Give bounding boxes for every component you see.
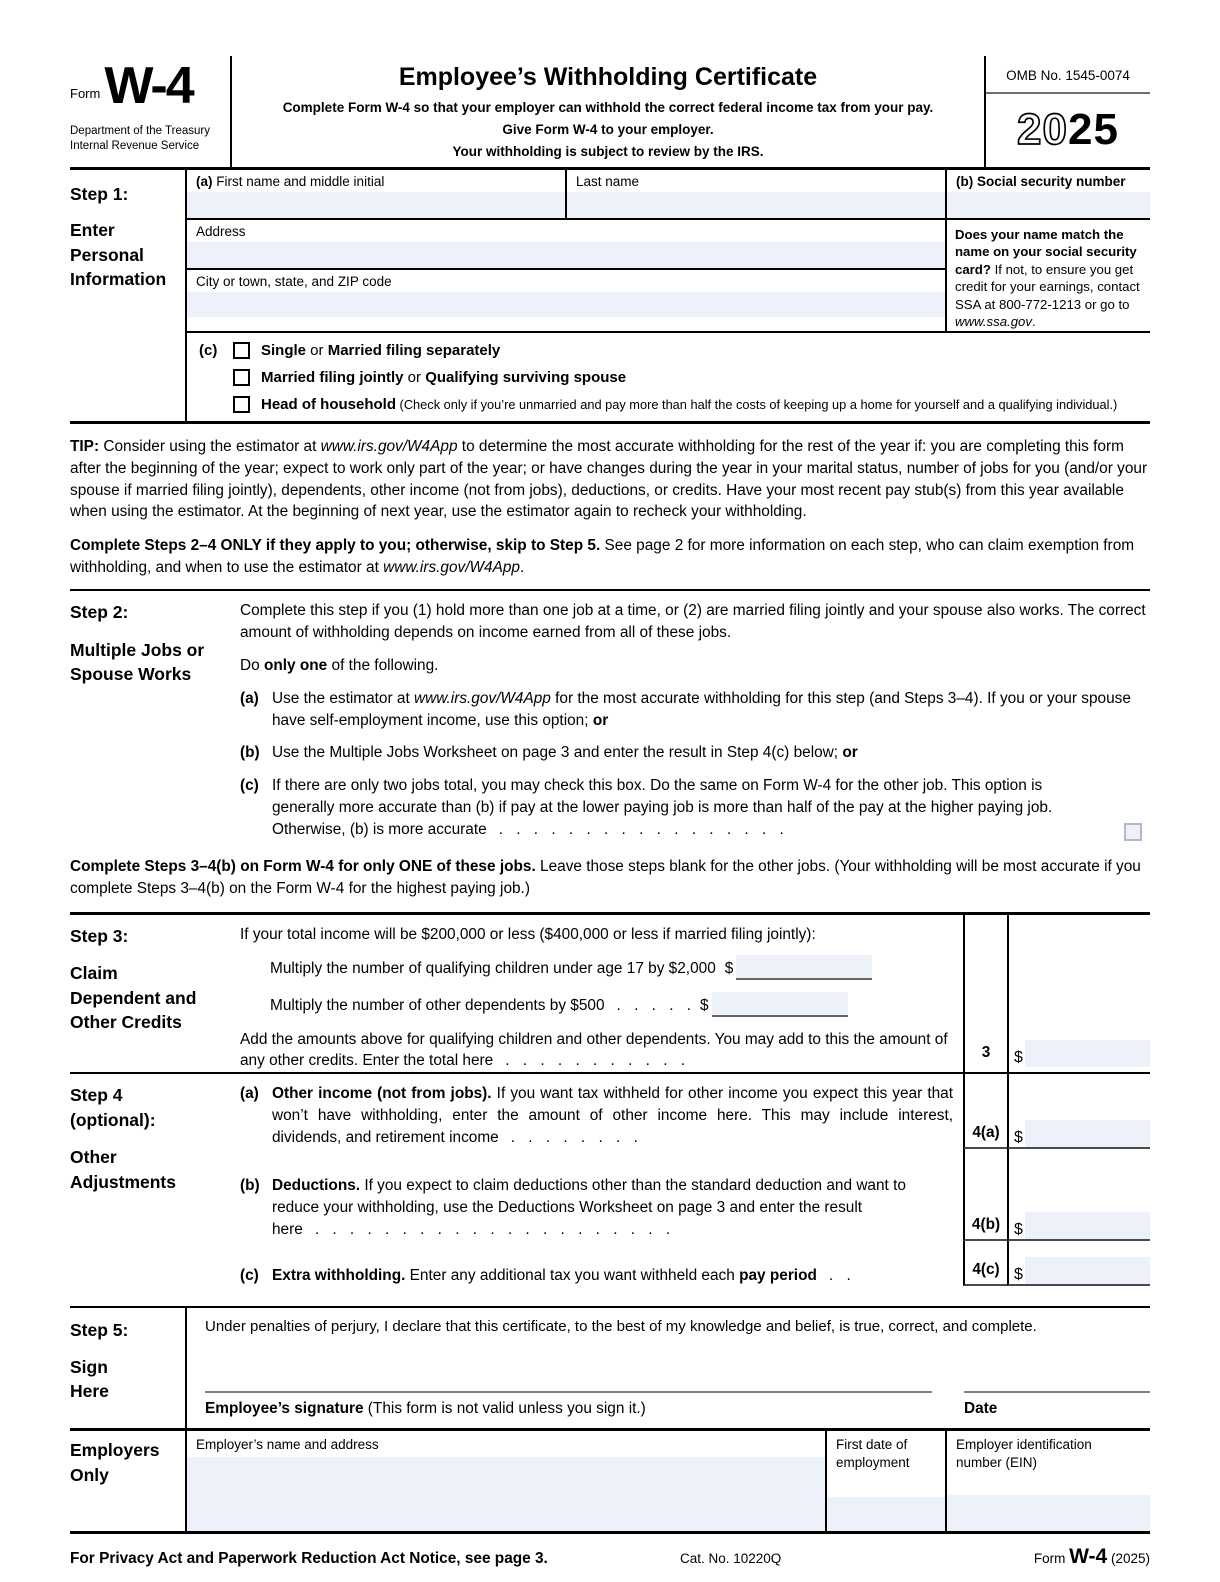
step5-section <box>70 1306 1150 1428</box>
signature-label-rest: (This form is not valid unless you sign it.) <box>363 1400 646 1418</box>
step3-total-text <box>240 1029 953 1073</box>
subtitle-3: Your withholding is subject to review by the IRS. <box>452 143 764 159</box>
step2-label <box>70 600 240 852</box>
step4a-dots: . . . . . . . . <box>510 1129 638 1147</box>
catalog-number: Cat. No. 10220Q <box>680 1551 782 1567</box>
c24-url: www.irs.gov/W4App <box>383 559 520 577</box>
ssn-note-bold: Does your name match the name on your social security card? <box>955 226 1137 277</box>
step4c-dollar-sign: $ <box>1014 1266 1023 1284</box>
first-date-employment-input[interactable] <box>827 1497 945 1531</box>
c34-rest: Leave those steps blank for the other jobs. (Your withholding will be most accurate if you complete Steps 3–4(b) on the Form W-4 for the highest paying job.) <box>70 857 1141 897</box>
ssn-note <box>947 220 1150 331</box>
step2-b-p1: Use the Multiple Jobs Worksheet on page 3 and enter the result in Step 4(c) below; <box>272 744 843 762</box>
complete-steps-3-4b-paragraph <box>70 852 1150 912</box>
single-bold2: Married filing separately <box>327 341 501 359</box>
last-name-input[interactable] <box>567 192 945 218</box>
form-number: W-4 <box>104 57 193 115</box>
step2-b-text <box>272 742 1150 764</box>
employee-signature-area[interactable] <box>205 1391 932 1428</box>
step4a-text-wrap <box>240 1074 963 1149</box>
address-input[interactable] <box>187 242 945 268</box>
step5-subtitle: Sign Here <box>70 1356 109 1402</box>
step5-title: Step 5: <box>70 1320 129 1341</box>
step2-item-c <box>240 775 1150 841</box>
form-title-block <box>230 56 986 167</box>
employers-only-section <box>70 1428 1150 1534</box>
tip-url: www.irs.gov/W4App <box>320 437 458 455</box>
ein-label: Employer identification number (EIN) <box>956 1437 1092 1471</box>
step1-label <box>70 170 185 421</box>
step4a-amount-cell <box>1007 1074 1150 1149</box>
first-name-input[interactable] <box>187 192 565 218</box>
step4b-amount-cell <box>1007 1149 1150 1241</box>
tip-p2: to determine the most accurate withholding for the rest of the year if: you are completing this form after the beginning of the year; expect to work only part of the year; or have changes during the year in your marital status, number of jobs for you (and/or your spouse if married filing jointly), dependents, other income (not from jobs), deductions, or credits. Have your most recent pay stub(s) from this year available when using the estimator. At the beginning of next year, use the estimator again to recheck your withholding. <box>70 437 1148 521</box>
step5-label <box>70 1308 185 1428</box>
step4b-line-number: 4(b) <box>963 1149 1007 1241</box>
step4c-rest: Enter any additional tax you want withheld each <box>405 1266 740 1284</box>
omb-year-block <box>986 56 1150 167</box>
step3-dollar-sign: $ <box>1014 1049 1023 1067</box>
step3-intro: If your total income will be $200,000 or less ($400,000 or less if married filing jointly): <box>240 925 816 943</box>
step2-section <box>70 589 1150 852</box>
city-state-zip-input[interactable] <box>187 292 945 317</box>
step4-label <box>70 1074 240 1286</box>
signature-gap <box>932 1391 964 1428</box>
year-solid-digits: 25 <box>1068 105 1119 155</box>
form-word: Form <box>70 86 101 102</box>
step4-title: Step 4 <box>70 1085 123 1106</box>
first-name-label <box>187 170 565 192</box>
step4b-bold: Deductions. <box>272 1176 361 1194</box>
other-income-input[interactable] <box>1025 1120 1150 1147</box>
date-area[interactable] <box>964 1391 1150 1428</box>
step2-do-line <box>240 655 1150 677</box>
step4c-text-wrap <box>240 1241 963 1287</box>
qualifying-children-text: Multiply the number of qualifying children under age 17 by $2,000 <box>270 959 716 977</box>
hoh-rest: (Check only if you’re unmarried and pay more than half the costs of keeping up a home for yourself and a qualifying individual.) <box>396 396 1118 412</box>
step4b-dots: . . . . . . . . . . . . . . . . . . . . . <box>314 1220 671 1238</box>
step4c-line-number: 4(c) <box>963 1241 1007 1287</box>
do-bold: only one <box>263 656 328 674</box>
address-cell <box>187 220 945 268</box>
married-mid: or <box>403 368 426 386</box>
checkbox-married-jointly[interactable] <box>233 369 250 386</box>
married-bold2: Qualifying surviving spouse <box>425 368 627 386</box>
step4c-row <box>240 1241 1150 1287</box>
filing-status-row <box>187 331 1150 421</box>
last-name-label: Last name <box>576 173 640 189</box>
step4-subtitle: Other Adjustments <box>70 1147 176 1192</box>
ssn-label <box>947 170 1150 192</box>
filing-option-hoh-label <box>261 396 1117 413</box>
extra-withholding-input[interactable] <box>1025 1257 1150 1284</box>
footer-form-pre: Form <box>1033 1551 1070 1567</box>
c24-p1: See page 2 for more information on each step, who can claim exemption from withholding, and when to use the estimator at <box>70 537 1135 577</box>
step4a-text <box>272 1083 953 1149</box>
qualifying-children-amount-input[interactable] <box>736 955 872 980</box>
step4-title2: (optional): <box>70 1109 156 1130</box>
ssa-url: www.ssa.gov <box>955 314 1032 330</box>
employers-only-label: Employers Only <box>70 1440 160 1485</box>
step3-subtitle: Claim Dependent and Other Credits <box>70 963 197 1033</box>
filing-option-single-label <box>261 342 500 359</box>
step2-a-marker: (a) <box>240 689 259 707</box>
step2-a-url: www.irs.gov/W4App <box>414 689 551 707</box>
step4b-marker: (b) <box>240 1176 260 1194</box>
step4a-rest: If you want tax withheld for other income you expect this year that won’t have withholding, enter the amount of other income here. This may include interest, dividends, and retirement income <box>272 1085 954 1147</box>
ssn-label-text: Social security number <box>977 173 1126 189</box>
first-date-cell <box>825 1431 945 1531</box>
step2-c-marker: (c) <box>240 777 259 795</box>
step2-a-p1: Use the estimator at <box>272 689 414 707</box>
ssn-prefix: (b) <box>956 173 977 189</box>
first-name-label-text: First name and middle initial <box>212 173 385 189</box>
city-cell <box>187 270 945 317</box>
year-outline-digits: 20 <box>1017 105 1068 155</box>
step2-b-marker: (b) <box>240 744 260 762</box>
step2-c-dots: . . . . . . . . . . . . . . . . . <box>498 821 784 839</box>
step2-title: Step 2: <box>70 602 129 623</box>
checkbox-single[interactable] <box>233 342 250 359</box>
employer-name-label: Employer’s name and address <box>196 1437 379 1453</box>
form-subtitles <box>246 97 970 163</box>
tip-p1: Consider using the estimator at <box>99 437 321 455</box>
perjury-declaration: Under penalties of perjury, I declare that this certificate, to the best of my knowledge and belief, is true, correct, and complete. <box>205 1318 1037 1336</box>
checkbox-two-jobs[interactable] <box>1124 823 1142 841</box>
other-dependents-text: Multiply the number of other dependents by $500 <box>270 996 605 1014</box>
footer-form-number: W-4 <box>1069 1545 1108 1569</box>
step3-label <box>70 915 240 1073</box>
step4a-bold: Other income (not from jobs). <box>272 1085 492 1103</box>
deductions-input[interactable] <box>1025 1212 1150 1239</box>
tip-bold: TIP: <box>70 437 100 455</box>
step3-total-dots: . . . . . . . . . . . <box>505 1052 686 1070</box>
c24-p2: . <box>520 559 525 577</box>
employer-name-cell <box>187 1431 825 1531</box>
dept-line2: Internal Revenue Service <box>70 140 200 153</box>
privacy-notice: For Privacy Act and Paperwork Reduction Act Notice, see page 3. <box>70 1550 548 1568</box>
footer-form-year: (2025) <box>1107 1551 1150 1567</box>
first-date-label: First date of employment <box>836 1437 910 1471</box>
step3-total-line: Add the amounts above for qualifying children and other dependents. You may add to this the amount of any other credits. Enter the total here <box>240 1030 948 1070</box>
step4-section <box>70 1072 1150 1306</box>
first-name-prefix: (a) <box>196 173 213 189</box>
step4c-text <box>272 1265 953 1287</box>
filing-option-married-jointly <box>233 369 1150 386</box>
step4a-dollar-sign: $ <box>1014 1128 1023 1146</box>
date-label: Date <box>964 1400 998 1418</box>
ssn-cell <box>947 170 1150 218</box>
step2-subtitle: Multiple Jobs or Spouse Works <box>70 639 205 685</box>
dept-line1: Department of the Treasury <box>70 125 210 138</box>
tip-paragraph <box>70 424 1150 526</box>
ssn-input[interactable] <box>947 192 1150 218</box>
step2-a-p2: for the most accurate withholding for this step (and Steps 3–4). If you or your spouse have self-employment income, use this option; <box>272 689 1131 729</box>
last-name-cell <box>565 170 945 218</box>
step2-c-text <box>272 775 1150 841</box>
step4a-row <box>240 1074 1150 1149</box>
step4b-text-wrap <box>240 1149 963 1241</box>
page-footer <box>70 1534 1150 1569</box>
signature-label-bold: Employee’s signature <box>205 1400 364 1418</box>
subtitle-2: Give Form W-4 to your employer. <box>502 121 714 137</box>
ssn-note-rest: If not, to ensure you get credit for your earnings, contact SSA at 800-772-1213 or go to <box>955 261 1140 312</box>
step4c-bold: Extra withholding. <box>272 1266 406 1284</box>
city-label: City or town, state, and ZIP code <box>196 273 392 289</box>
form-id-block <box>70 56 230 167</box>
step4a-marker: (a) <box>240 1085 259 1103</box>
form-year <box>986 94 1150 167</box>
filing-status-marker: (c) <box>199 341 218 359</box>
step2-item-b <box>240 742 1150 764</box>
step4b-row <box>240 1149 1150 1241</box>
single-bold: Single <box>261 341 307 359</box>
page-title: Employee’s Withholding Certificate <box>398 63 818 91</box>
form-header <box>70 56 1150 170</box>
qualifying-children-dollar: $ <box>724 959 734 977</box>
step4a-line-number: 4(a) <box>963 1074 1007 1149</box>
step3-amount-cell <box>1007 915 1150 1073</box>
do-post: of the following. <box>327 656 439 674</box>
step4c-marker: (c) <box>240 1266 259 1284</box>
single-mid: or <box>306 341 328 359</box>
omb-number: OMB No. 1545-0074 <box>986 56 1150 94</box>
other-dependents-dots: . . . . . <box>616 996 692 1014</box>
step2-intro: Complete this step if you (1) hold more than one job at a time, or (2) are married filing jointly and your spouse also works. The correct amount of withholding depends on income earned from all of these jobs. <box>240 602 1146 641</box>
step4b-rest: If you expect to claim deductions other than the standard deduction and want to reduce your withholding, use the Deductions Worksheet on page 3 and enter the result here <box>272 1176 906 1238</box>
other-dependents-line <box>240 992 953 1017</box>
step3-section <box>70 912 1150 1073</box>
step2-a-text <box>272 688 1150 732</box>
filing-option-single <box>233 342 1150 359</box>
employer-name-address-input[interactable] <box>187 1457 825 1531</box>
ssn-note-end: . <box>1031 314 1036 330</box>
step2-a-or: or <box>592 711 609 729</box>
step1-title: Step 1: <box>70 183 129 204</box>
address-label: Address <box>196 223 246 239</box>
step4b-dollar-sign: $ <box>1014 1220 1023 1238</box>
step1-subtitle: Enter Personal Information <box>70 220 167 290</box>
complete-steps-2-4-paragraph <box>70 525 1150 589</box>
do-pre: Do <box>240 656 264 674</box>
first-name-cell <box>187 170 565 218</box>
c24-bold: Complete Steps 2–4 ONLY if they apply to you; otherwise, skip to Step 5. <box>70 537 601 555</box>
hoh-bold: Head of household <box>261 395 396 413</box>
step3-line-number: 3 <box>963 915 1007 1073</box>
checkbox-head-of-household[interactable] <box>233 396 250 413</box>
step1-section <box>70 170 1150 424</box>
other-dependents-dollar: $ <box>700 996 709 1014</box>
ein-cell <box>945 1431 1150 1531</box>
step4c-amount-cell <box>1007 1241 1150 1287</box>
filing-option-head-of-household <box>233 396 1150 413</box>
other-dependents-amount-input[interactable] <box>712 992 848 1017</box>
step2-b-or: or <box>842 744 858 762</box>
c34-bold: Complete Steps 3–4(b) on Form W-4 for only ONE of these jobs. <box>70 857 536 875</box>
step4b-text <box>272 1175 953 1241</box>
step3-title: Step 3: <box>70 925 129 946</box>
total-credits-input[interactable] <box>1025 1040 1150 1067</box>
step2-c-p1: If there are only two jobs total, you may check this box. Do the same on Form W-4 for the other job. This option is generally more accurate than (b) if pay at the lower paying job is more than half of the pay at the higher paying job. Otherwise, (b) is more accurate <box>272 777 1053 839</box>
subtitle-1: Complete Form W-4 so that your employer can withhold the correct federal income tax from your pay. <box>282 100 934 115</box>
step2-item-a <box>240 688 1150 732</box>
department-lines <box>70 124 230 158</box>
married-bold: Married filing jointly <box>261 368 404 386</box>
ein-input[interactable] <box>947 1495 1150 1531</box>
step4c-dots: . . <box>828 1266 851 1284</box>
step4c-bold2: pay period <box>739 1266 817 1284</box>
qualifying-children-line <box>240 955 953 980</box>
filing-option-married-label <box>261 369 626 386</box>
footer-form-id <box>950 1545 1150 1569</box>
